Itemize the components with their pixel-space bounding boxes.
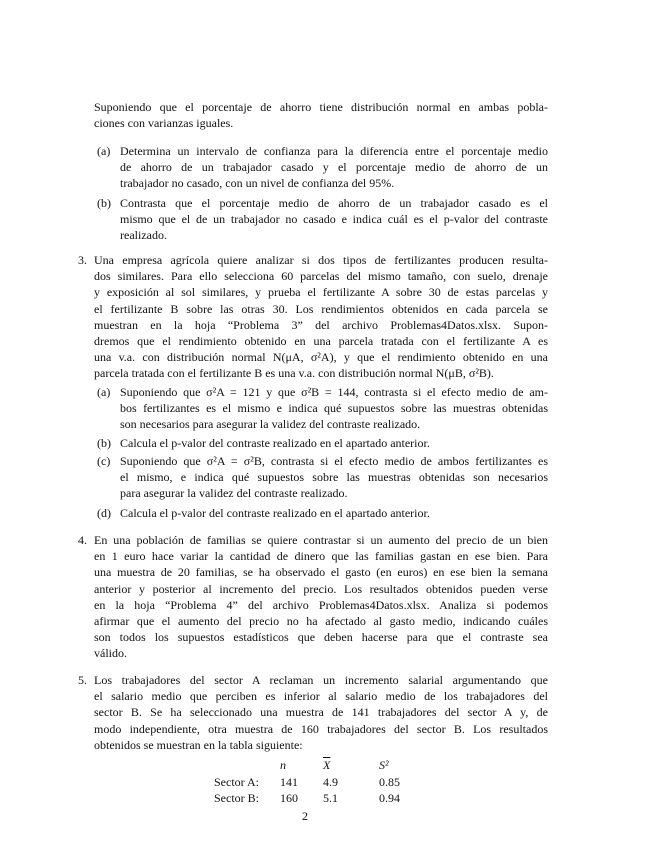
text-line: Contrasta que el porcentaje medio de ahorro de un trabajador casado es el <box>120 196 548 210</box>
text-line: Suponiendo que el porcentaje de ahorro tiene distribución normal en ambas pobla- <box>94 100 548 114</box>
text-line: anterior y posterior al incremento del precio. Los resultados obtenidos pueden verse <box>94 581 548 596</box>
text-line: sector B. Se ha seleccionado una muestra de 141 trabajadores del sector A y, de <box>94 705 548 720</box>
text-line: Determina un intervalo de confianza para la diferencia entre el porcentaje medio <box>120 144 548 158</box>
text-line: bos fertilizantes es el mismo e indica qué supuestos sobre las muestras obtenidas <box>120 401 548 416</box>
item-3b <box>97 435 548 451</box>
text-line: Los trabajadores del sector A reclaman un incremento salarial argumentando que <box>94 673 548 687</box>
text-line: ciones con varianzas iguales. <box>94 116 234 131</box>
text-line: parcela tratada con el fertilizante B es una v.a. con distribución normal N(μB, σ²B). <box>94 366 494 381</box>
problem-5 <box>78 672 548 753</box>
text-line: una muestra de 20 familias, se ha observado el gasto (en euros) en ese bien la semana <box>94 565 548 580</box>
item-label: (a) <box>97 385 111 399</box>
problem-3 <box>78 252 548 382</box>
table-header-row <box>214 757 400 774</box>
text-line: el salario medio que perciben es inferior al salario medio de los trabajadores del <box>94 689 548 704</box>
row-label: Sector A: <box>214 774 259 789</box>
text-line: el fertilizante B sobre las otras 30. Los rendimientos obtenidos en cada parcela se <box>94 301 548 316</box>
text-line: Calcula el p-valor del contraste realizado en el apartado anterior. <box>120 506 430 520</box>
text-line: en la hoja “Problema 4” del archivo Problemas4Datos.xlsx. Analiza si podemos <box>94 597 548 612</box>
item-label: 4. <box>78 533 87 547</box>
text-line: Suponiendo que σ²A = σ²B, contrasta si el efecto medio de ambos fertilizantes es <box>120 454 548 468</box>
text-line: son todos los supuestos estadísticos que deben hacerse para que el contraste sea <box>94 630 548 645</box>
table-row <box>214 774 400 791</box>
item-3a <box>97 384 548 433</box>
text-line: Calcula el p-valor del contraste realizado en el apartado anterior. <box>120 436 430 450</box>
item-label: (b) <box>97 196 111 210</box>
text-line: son necesarios para asegurar la validez del contraste realizado. <box>120 417 421 432</box>
item-3c <box>97 453 548 502</box>
item-label: (c) <box>97 454 111 468</box>
row-label: Sector B: <box>214 791 259 805</box>
text-line: dos similares. Para ello selecciona 60 parcelas del mismo tamaño, con suelo, drenaje <box>94 269 548 284</box>
cell-n: 160 <box>280 791 298 805</box>
text-line: para asegurar la validez del contraste realizado. <box>120 486 348 501</box>
text-line: muestran en la hoja “Problema 3” del archivo Problemas4Datos.xlsx. Supon- <box>94 317 548 332</box>
table-header-blank <box>214 757 280 774</box>
item-3d <box>97 505 548 521</box>
intro-paragraph <box>94 99 548 131</box>
text-line: en 1 euro hace variar la cantidad de dinero que las familias gastan en ese bien. Para <box>94 549 548 564</box>
text-line: trabajador no casado, con un nivel de confianza del 95%. <box>120 176 395 191</box>
text-line: mismo que el de un trabajador no casado e indica cuál es el p-valor del contraste <box>120 212 548 227</box>
sector-stats-table <box>214 757 400 807</box>
cell-mean: 4.9 <box>323 774 338 789</box>
item-label: (b) <box>97 436 111 450</box>
table-header-mean: $\overline{X}$ <box>323 758 331 772</box>
item-2b <box>97 195 548 244</box>
text-line: una v.a. con distribución normal N(μA, σ²A), y que el rendimiento obtenido en una <box>94 350 548 365</box>
text-line: modo independiente, otra muestra de 160 trabajadores del sector B. Los resultados <box>94 721 548 736</box>
table-row <box>214 790 400 807</box>
text-line: Suponiendo que σ²A = 121 y que σ²B = 144, contrasta si el efecto medio de am- <box>120 385 548 399</box>
item-2a <box>97 143 548 192</box>
table-header-variance: S² <box>379 758 389 772</box>
item-label: (a) <box>97 144 111 158</box>
item-label: 3. <box>78 253 87 267</box>
cell-variance: 0.85 <box>379 774 400 789</box>
text-line: dremos que el rendimiento obtenido en una parcela tratada con el fertilizante A es <box>94 333 548 348</box>
text-line: válido. <box>94 646 127 661</box>
cell-mean: 5.1 <box>323 791 338 805</box>
text-line: afirmar que el aumento del precio no ha afectado al gasto medio, indicando cuáles <box>94 613 548 628</box>
cell-variance: 0.94 <box>379 791 400 805</box>
item-label: (d) <box>97 506 111 520</box>
text-line: realizado. <box>120 228 167 243</box>
text-line: Una empresa agrícola quiere analizar si dos tipos de fertilizantes producen resulta- <box>94 253 548 267</box>
text-line: obtenidos se muestran en la tabla siguiente: <box>94 737 303 752</box>
text-line: y exposición al sol similares, y prueba el fertilizante A sobre 30 de estas parcelas y <box>94 285 548 300</box>
page-number: 2 <box>302 809 308 823</box>
problem-4 <box>78 532 548 662</box>
text-line: de ahorro de un trabajador casado y el porcentaje medio de ahorro de un <box>120 160 548 175</box>
cell-n: 141 <box>280 774 298 789</box>
text-line: el mismo, e indica qué supuestos sobre las muestras obtenidas son necesarios <box>120 470 548 485</box>
item-label: 5. <box>78 673 87 687</box>
table-header-n: n <box>280 758 286 772</box>
text-line: En una población de familias se quiere contrastar si un aumento del precio de un bien <box>94 533 548 547</box>
